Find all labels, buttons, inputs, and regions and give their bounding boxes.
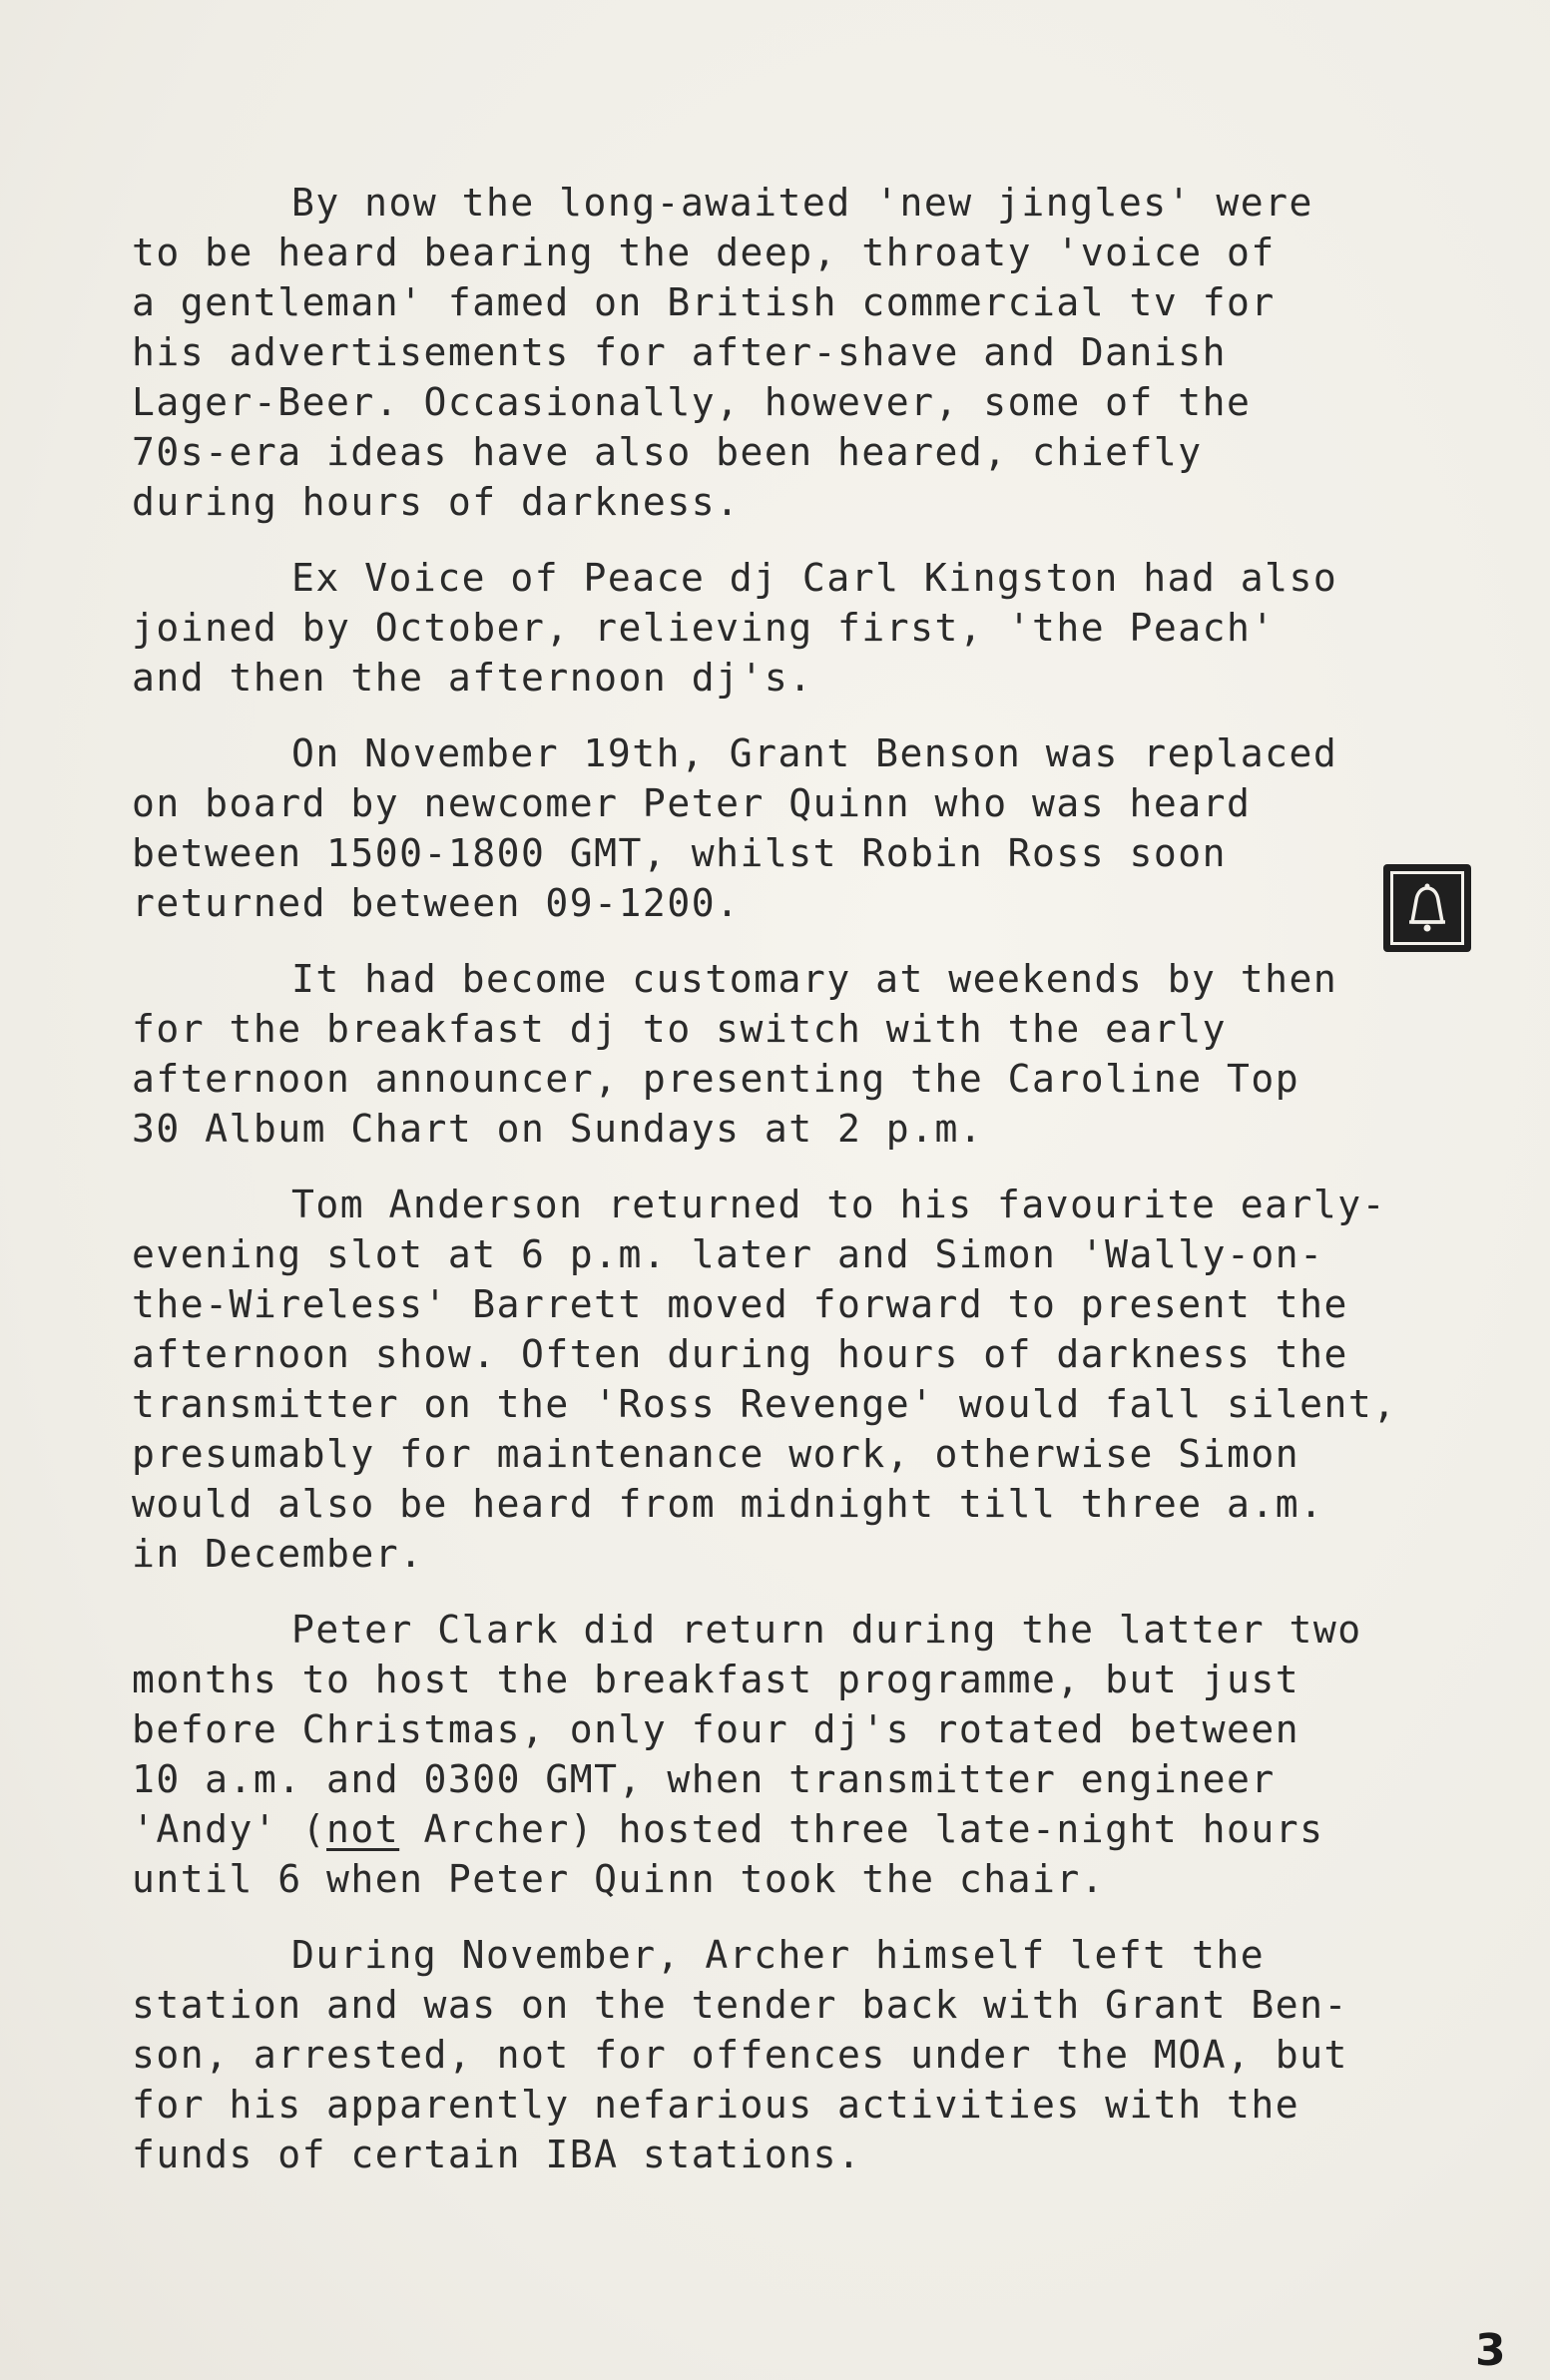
paragraph-4 — [132, 954, 1529, 1154]
text-line: would also be heard from midnight till three a.m. — [132, 1482, 1324, 1526]
text-line: transmitter on the 'Ross Revenge' would fall silent, — [132, 1382, 1397, 1426]
text-segment: 'Andy' ( — [132, 1807, 327, 1851]
text-line: 70s-era ideas have also been heared, chiefly — [132, 430, 1203, 474]
paragraph-5 — [132, 1180, 1529, 1579]
text-line: During November, Archer himself left the — [291, 1933, 1266, 1977]
text-line: Ex Voice of Peace dj Carl Kingston had also — [291, 556, 1338, 600]
text-line: afternoon show. Often during hours of darkness the — [132, 1332, 1348, 1376]
page-number: 3 — [1475, 2325, 1506, 2376]
bell-icon — [1383, 864, 1471, 952]
text-line: Peter Clark did return during the latter two — [291, 1608, 1362, 1652]
paragraph-2 — [132, 553, 1529, 703]
bell-glyph-icon — [1399, 880, 1455, 936]
text-line: and then the afternoon dj's. — [132, 656, 813, 700]
text-line: joined by October, relieving first, 'the Peach' — [132, 606, 1276, 650]
text-line: for the breakfast dj to switch with the early — [132, 1007, 1228, 1051]
text-line: between 1500-1800 GMT, whilst Robin Ross soon — [132, 831, 1228, 875]
text-line: station and was on the tender back with Grant Ben- — [132, 1983, 1348, 2027]
underlined-word: not — [326, 1807, 400, 1851]
text-line: funds of certain IBA stations. — [132, 2133, 862, 2176]
text-line: on board by newcomer Peter Quinn who was heard — [132, 781, 1252, 825]
text-line: son, arrested, not for offences under the MOA, but — [132, 2033, 1348, 2077]
text-line: 10 a.m. and 0300 GMT, when transmitter engineer — [132, 1757, 1276, 1801]
text-line: in December. — [132, 1532, 424, 1576]
paragraph-1 — [132, 178, 1529, 527]
text-line: his advertisements for after-shave and Danish — [132, 330, 1228, 374]
text-line-with-underline — [132, 1804, 1529, 1854]
text-line: By now the long-awaited 'new jingles' were — [291, 181, 1313, 225]
text-segment: Archer) hosted three late-night hours — [399, 1807, 1324, 1851]
text-line: Tom Anderson returned to his favourite early- — [291, 1183, 1387, 1226]
text-line: It had become customary at weekends by then — [291, 957, 1338, 1001]
text-line: presumably for maintenance work, otherwise Simon — [132, 1432, 1300, 1476]
text-line: a gentleman' famed on British commercial tv for — [132, 280, 1276, 324]
text-line: to be heard bearing the deep, throaty 'voice of — [132, 231, 1276, 274]
text-line: returned between 09-1200. — [132, 881, 741, 925]
text-line: Lager-Beer. Occasionally, however, some of the — [132, 380, 1252, 424]
text-line: afternoon announcer, presenting the Caroline Top — [132, 1057, 1300, 1101]
text-line: during hours of darkness. — [132, 480, 741, 524]
text-line: until 6 when Peter Quinn took the chair. — [132, 1857, 1106, 1901]
text-line: the-Wireless' Barrett moved forward to present the — [132, 1282, 1348, 1326]
paragraph-7 — [132, 1930, 1529, 2179]
text-line: before Christmas, only four dj's rotated between — [132, 1707, 1300, 1751]
text-line: months to host the breakfast programme, but just — [132, 1658, 1300, 1701]
body-text — [132, 178, 1529, 2205]
text-line: evening slot at 6 p.m. later and Simon 'Wally-on- — [132, 1232, 1324, 1276]
text-line: On November 19th, Grant Benson was replaced — [291, 731, 1338, 775]
text-line: for his apparently nefarious activities with the — [132, 2083, 1300, 2127]
paragraph-6 — [132, 1605, 1529, 1904]
bell-icon-frame — [1390, 871, 1464, 945]
text-line: 30 Album Chart on Sundays at 2 p.m. — [132, 1107, 984, 1151]
paragraph-3 — [132, 728, 1529, 928]
